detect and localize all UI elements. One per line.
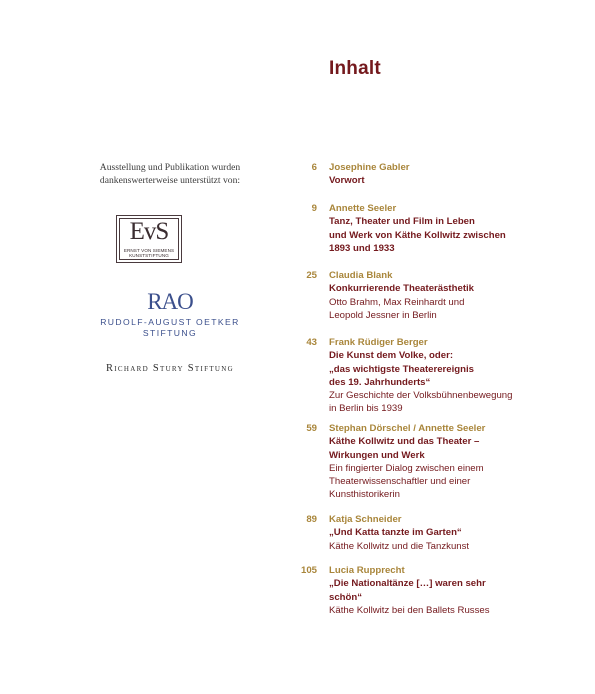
toc-subtitle-line: in Berlin bis 1939 <box>329 403 403 415</box>
stury-logo: Richard Stury Stiftung <box>106 363 234 374</box>
raos-monogram: RAO <box>147 289 193 314</box>
toc-text <box>329 422 579 502</box>
toc-author: Frank Rüdiger Berger <box>329 337 428 348</box>
sponsor-note-line-1: Ausstellung und Publikation wurden <box>99 162 241 173</box>
toc-page-number: 6 <box>311 162 317 173</box>
toc-title-line: des 19. Jahrhunderts“ <box>329 376 431 388</box>
toc-title-line: „das wichtigste Theaterereignis <box>329 363 475 375</box>
toc-page-number: 105 <box>300 565 317 576</box>
toc-title-line: Wirkungen und Werk <box>329 449 425 461</box>
toc-subtitle-line: Otto Brahm, Max Reinhardt und <box>329 296 465 308</box>
toc-title-line: Konkurrierende Theaterästhetik <box>329 283 475 295</box>
toc-author: Stephan Dörschel / Annette Seeler <box>329 423 486 434</box>
toc-page-number: 9 <box>311 203 317 214</box>
toc-subtitle-line: Käthe Kollwitz bei den Ballets Russes <box>329 604 490 616</box>
toc-author: Katja Schneider <box>329 514 402 525</box>
toc-subtitle-line: Zur Geschichte der Volksbühnenbewegung <box>329 390 513 402</box>
evs-line-1: ERNST VON SIEMENS <box>123 248 175 253</box>
toc-title-line: schön“ <box>329 591 363 603</box>
toc-text <box>329 564 579 617</box>
page-title: Inhalt <box>329 58 381 79</box>
toc-page-number: 25 <box>306 270 317 281</box>
toc-text <box>329 202 579 255</box>
toc-title-line: „Und Katta tanzte im Garten“ <box>329 527 462 539</box>
toc-title-line: „Die Nationaltänze […] waren sehr <box>329 578 486 590</box>
toc-subtitle-line: Kunsthistorikerin <box>329 489 400 501</box>
toc-text <box>329 161 579 188</box>
toc-title-line: 1893 und 1933 <box>329 242 395 254</box>
toc-page-number: 89 <box>306 514 317 525</box>
sponsor-note <box>40 161 300 187</box>
raos-name: RUDOLF-AUGUST OETKER <box>100 317 240 327</box>
toc-subtitle-line: Ein fingierter Dialog zwischen einem <box>329 462 484 474</box>
toc-author: Josephine Gabler <box>329 162 410 173</box>
toc-subtitle-line: Leopold Jessner in Berlin <box>329 309 437 321</box>
toc-title-line: Käthe Kollwitz und das Theater – <box>329 436 480 448</box>
toc-subtitle-line: Käthe Kollwitz und die Tanzkunst <box>329 540 470 552</box>
toc-text <box>329 336 579 416</box>
evs-monogram: EvS <box>129 218 169 245</box>
toc-page-number: 43 <box>306 337 317 348</box>
toc-author: Lucia Rupprecht <box>329 565 405 576</box>
toc-author: Claudia Blank <box>329 270 393 281</box>
toc-page-number: 59 <box>306 423 317 434</box>
toc-title-line: Vorwort <box>329 175 365 187</box>
toc-title-line: und Werk von Käthe Kollwitz zwischen <box>329 229 506 241</box>
toc-title-line: Tanz, Theater und Film in Leben <box>329 216 475 228</box>
toc-author: Annette Seeler <box>329 203 397 214</box>
toc-text <box>329 513 579 553</box>
toc-title-line: Die Kunst dem Volke, oder: <box>329 350 454 362</box>
evs-line-2: KUNSTSTIFTUNG <box>129 253 169 258</box>
evs-logo <box>116 215 182 263</box>
raos-logo <box>100 289 240 339</box>
toc-text <box>329 269 579 322</box>
raos-subtitle: STIFTUNG <box>142 328 198 338</box>
sponsor-note-line-2: dankenswerterweise unterstützt von: <box>99 175 241 186</box>
toc-subtitle-line: Theaterwissenschaftler und einer <box>329 476 471 488</box>
